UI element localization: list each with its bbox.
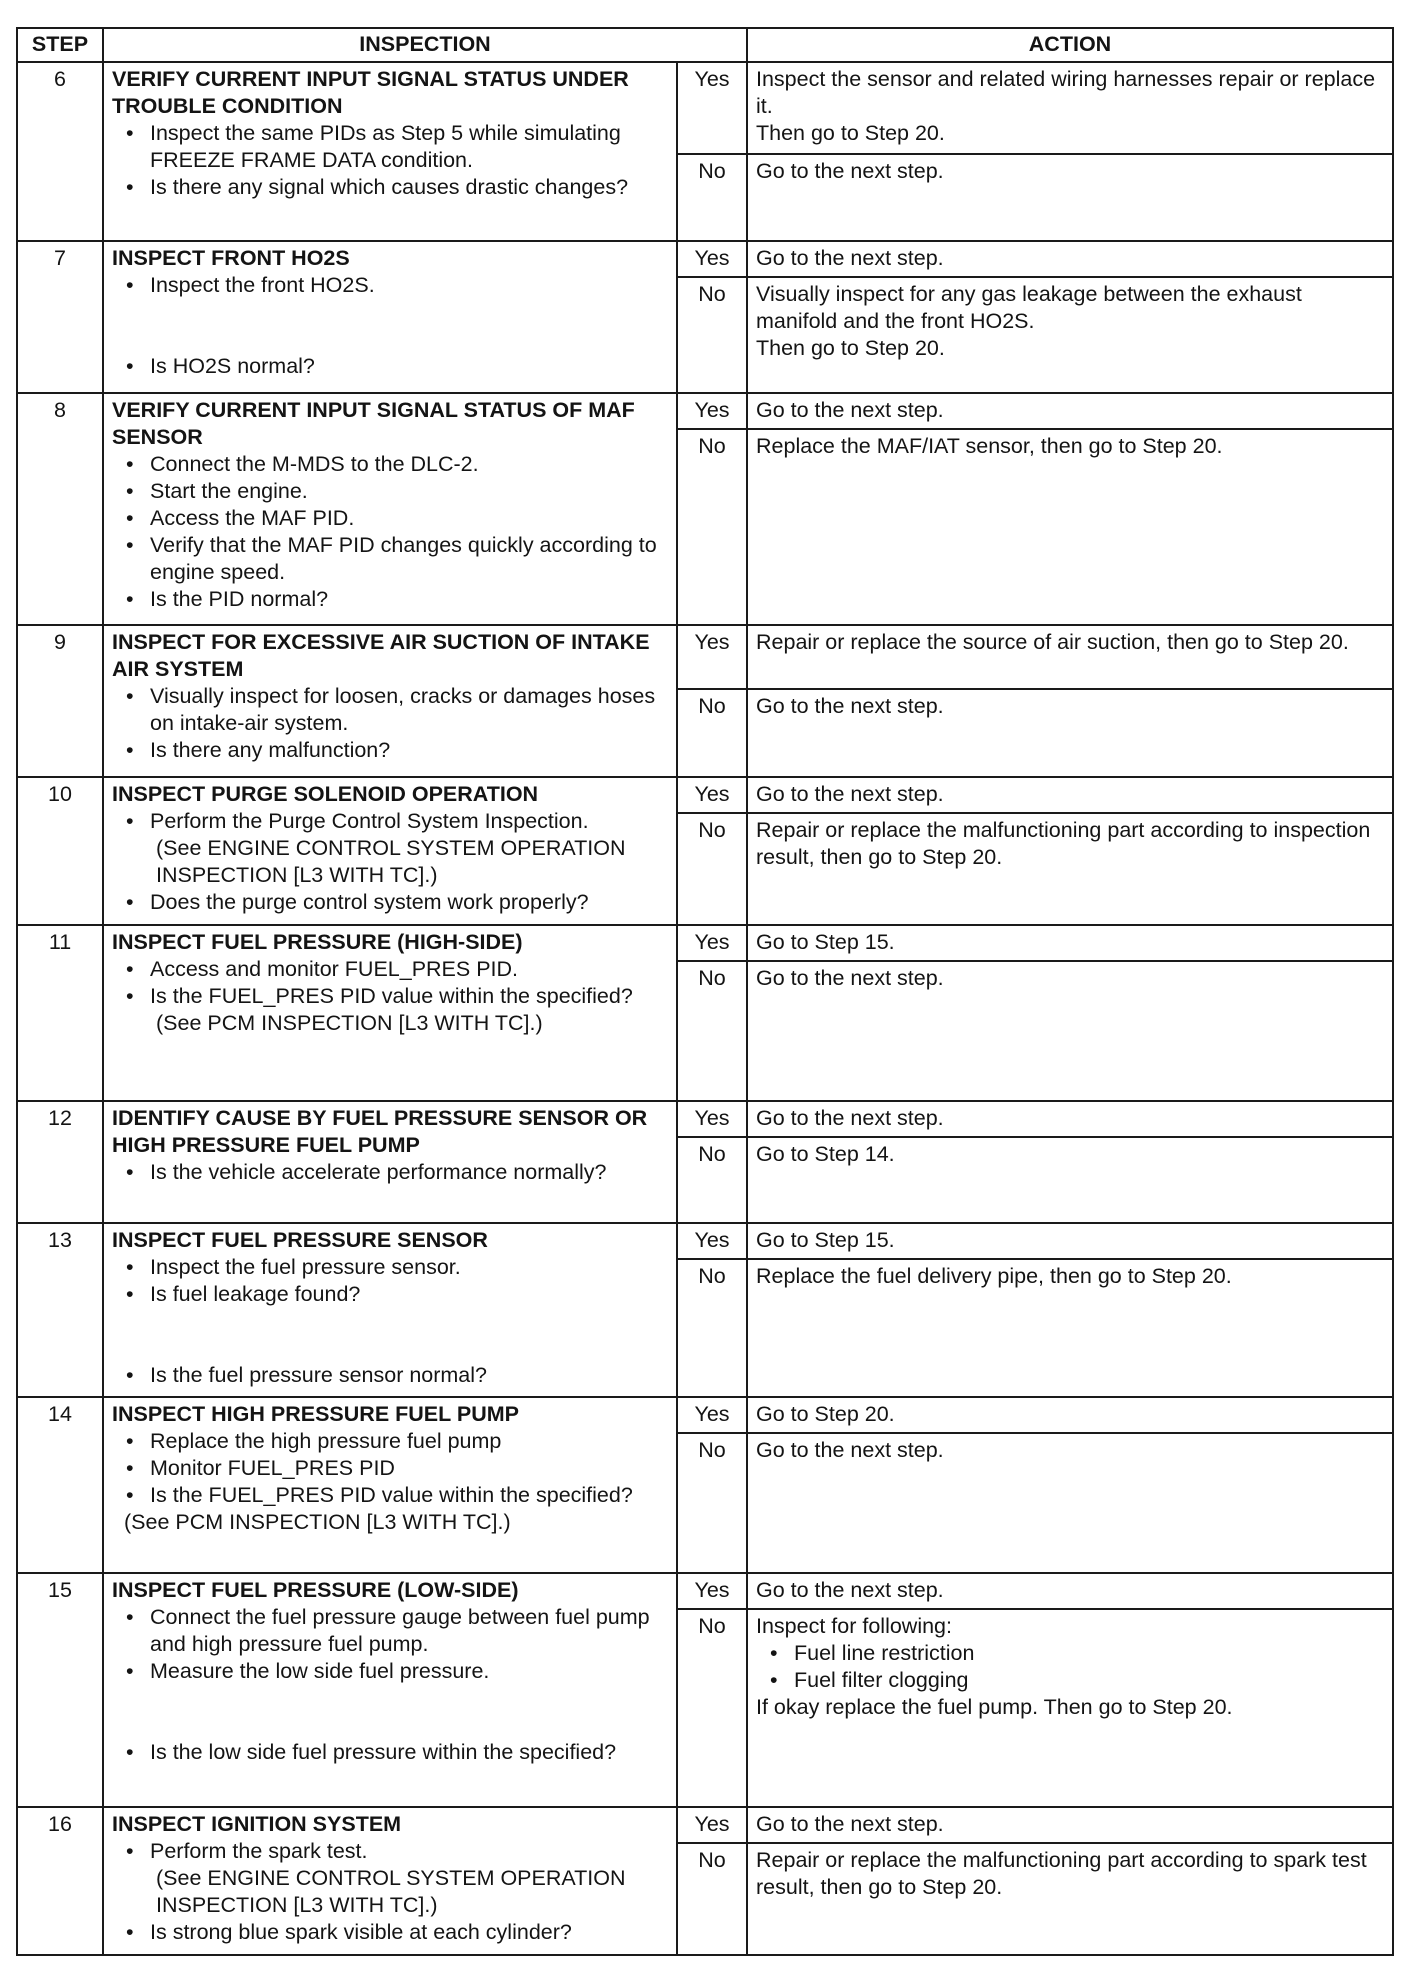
inspection-item-text: Is the PID normal?: [150, 587, 329, 611]
no-action-cell: [747, 429, 1393, 625]
list-item: • Replace the high pressure fuel pump: [126, 1429, 502, 1453]
list-item: • Inspect the same PIDs as Step 5 while simulating FREEZE FRAME DATA condition.: [126, 121, 621, 172]
inspection-title: INSPECT FUEL PRESSURE SENSOR: [112, 1228, 488, 1252]
inspection-item-text: Access and monitor FUEL_PRES PID.: [150, 957, 519, 981]
list-item: • Inspect the front HO2S.: [126, 273, 375, 297]
list-item: • Is strong blue spark visible at each cylinder?: [126, 1920, 572, 1944]
no-label: No: [677, 1609, 747, 1807]
action-text: Repair or replace the source of air suction, then go to Step 20.: [756, 630, 1349, 654]
yes-label: Yes: [677, 62, 747, 154]
table-row-yes: [17, 62, 1393, 154]
action-text: Go to the next step.: [756, 1438, 944, 1462]
yes-label: Yes: [677, 1223, 747, 1259]
inspection-list: [112, 683, 668, 764]
list-item: • Measure the low side fuel pressure.: [126, 1659, 490, 1683]
yes-action-cell: [747, 777, 1393, 813]
inspection-list: [112, 956, 668, 1037]
no-label: No: [677, 689, 747, 777]
inspection-list: [112, 451, 668, 613]
inspection-cell: [103, 241, 677, 393]
action-text: Replace the MAF/IAT sensor, then go to Step 20.: [756, 434, 1223, 458]
yes-action-cell: [747, 1573, 1393, 1609]
yes-action-cell: [747, 1807, 1393, 1843]
list-item: • Is the vehicle accelerate performance normally?: [126, 1160, 607, 1184]
action-text: Go to the next step.: [756, 1106, 944, 1130]
inspection-list: [112, 120, 668, 201]
action-text: Go to the next step.: [756, 782, 944, 806]
inspection-item-text: (See PCM INSPECTION [L3 WITH TC].): [156, 1011, 543, 1035]
inspection-item-text: Start the engine.: [150, 479, 308, 503]
list-item: • Visually inspect for loosen, cracks or damages hoses on intake-air system.: [126, 684, 656, 735]
action-text: Go to the next step.: [756, 398, 944, 422]
action-list: [756, 1640, 1384, 1694]
yes-label: Yes: [677, 1397, 747, 1433]
step-number: 15: [17, 1573, 103, 1807]
inspection-item-text: Connect the M-MDS to the DLC-2.: [150, 452, 479, 476]
inspection-title: INSPECT FUEL PRESSURE (HIGH-SIDE): [112, 930, 523, 954]
list-item: • Is there any malfunction?: [126, 738, 391, 762]
no-action-cell: [747, 1433, 1393, 1573]
list-item: • Is there any signal which causes drastic changes?: [126, 175, 629, 199]
list-item: • Is the fuel pressure sensor normal?: [126, 1363, 487, 1387]
step-number: 8: [17, 393, 103, 625]
step-row-group: [17, 1223, 1393, 1397]
inspection-item-text: (See PCM INSPECTION [L3 WITH TC].): [124, 1510, 511, 1534]
inspection-item-text: Visually inspect for loosen, cracks or damages hoses on intake-air system.: [150, 684, 656, 735]
action-text: Inspect for following:: [756, 1614, 952, 1638]
list-item: • Fuel filter clogging: [770, 1668, 969, 1692]
table-row-yes: [17, 1101, 1393, 1137]
action-text: Inspect the sensor and related wiring harnesses repair or replace it.: [756, 67, 1376, 118]
no-label: No: [677, 1433, 747, 1573]
list-item: • Verify that the MAF PID changes quickly according to engine speed.: [126, 533, 657, 584]
inspection-cell: [103, 1573, 677, 1807]
inspection-list: [112, 1254, 668, 1389]
step-number: 10: [17, 777, 103, 925]
no-label: No: [677, 961, 747, 1101]
no-action-cell: [747, 277, 1393, 393]
yes-action-cell: [747, 1223, 1393, 1259]
no-action-cell: [747, 689, 1393, 777]
inspection-title: INSPECT PURGE SOLENOID OPERATION: [112, 782, 539, 806]
step-row-group: [17, 1573, 1393, 1807]
action-text: Repair or replace the malfunctioning part according to inspection result, then go to Step 20.: [756, 818, 1371, 869]
step-number: 16: [17, 1807, 103, 1955]
inspection-title: INSPECT FUEL PRESSURE (LOW-SIDE): [112, 1578, 519, 1602]
step-number: 7: [17, 241, 103, 393]
inspection-item-text: (See ENGINE CONTROL SYSTEM OPERATION INSPECTION [L3 WITH TC].): [156, 1866, 626, 1917]
list-item: • Monitor FUEL_PRES PID: [126, 1456, 395, 1480]
inspection-cell: [103, 1223, 677, 1397]
list-item: [112, 1865, 668, 1919]
inspection-title: INSPECT IGNITION SYSTEM: [112, 1812, 402, 1836]
inspection-item-text: Inspect the same PIDs as Step 5 while simulating FREEZE FRAME DATA condition.: [150, 121, 621, 172]
action-text: Go to Step 15.: [756, 1228, 895, 1252]
list-item: • Is fuel leakage found?: [126, 1282, 361, 1306]
list-item: • Access and monitor FUEL_PRES PID.: [126, 957, 519, 981]
step-row-group: [17, 1101, 1393, 1223]
step-row-group: [17, 925, 1393, 1101]
action-text: Go to the next step.: [756, 1812, 944, 1836]
list-item: [112, 1509, 668, 1536]
table-row-yes: [17, 625, 1393, 689]
yes-label: Yes: [677, 1573, 747, 1609]
no-label: No: [677, 154, 747, 241]
action-item-text: Fuel filter clogging: [794, 1668, 969, 1692]
table-row-yes: [17, 241, 1393, 277]
action-text: Go to the next step.: [756, 1578, 944, 1602]
inspection-item-text: Is the low side fuel pressure within the specified?: [150, 1740, 617, 1764]
inspection-cell: [103, 925, 677, 1101]
yes-label: Yes: [677, 1101, 747, 1137]
yes-label: Yes: [677, 625, 747, 689]
inspection-item-text: Monitor FUEL_PRES PID: [150, 1456, 395, 1480]
list-item: • Inspect the fuel pressure sensor.: [126, 1255, 461, 1279]
inspection-item-text: Verify that the MAF PID changes quickly according to engine speed.: [150, 533, 657, 584]
action-text: Go to Step 20.: [756, 1402, 895, 1426]
no-label: No: [677, 429, 747, 625]
no-label: No: [677, 1137, 747, 1223]
list-item: • Does the purge control system work properly?: [126, 890, 589, 914]
action-text: Go to the next step.: [756, 246, 944, 270]
yes-action-cell: [747, 1101, 1393, 1137]
inspection-title: INSPECT FOR EXCESSIVE AIR SUCTION OF INTAKE AIR SYSTEM: [112, 630, 650, 681]
inspection-cell: [103, 1101, 677, 1223]
list-item: • Fuel line restriction: [770, 1641, 975, 1665]
step-row-group: [17, 1397, 1393, 1573]
yes-label: Yes: [677, 777, 747, 813]
action-column-header: ACTION: [747, 28, 1393, 62]
diagnostic-procedure-page: [16, 27, 1392, 1956]
yes-label: Yes: [677, 1807, 747, 1843]
inspection-item-text: Is the fuel pressure sensor normal?: [150, 1363, 487, 1387]
yes-action-cell: [747, 625, 1393, 689]
inspection-list: [112, 808, 668, 916]
step-number: 13: [17, 1223, 103, 1397]
no-label: No: [677, 1843, 747, 1955]
action-text: Go to Step 14.: [756, 1142, 895, 1166]
step-row-group: [17, 241, 1393, 393]
yes-action-cell: [747, 241, 1393, 277]
no-action-cell: [747, 1609, 1393, 1807]
inspection-title: IDENTIFY CAUSE BY FUEL PRESSURE SENSOR OR HIGH PRESSURE FUEL PUMP: [112, 1106, 648, 1157]
no-label: No: [677, 813, 747, 925]
step-number: 9: [17, 625, 103, 777]
action-text: Repair or replace the malfunctioning part according to spark test result, then go to Step 20.: [756, 1848, 1367, 1899]
inspection-cell: [103, 62, 677, 241]
action-item-text: Fuel line restriction: [794, 1641, 975, 1665]
action-text: Then go to Step 20.: [756, 121, 945, 145]
yes-label: Yes: [677, 241, 747, 277]
step-row-group: [17, 625, 1393, 777]
inspection-list: [112, 272, 668, 380]
no-action-cell: [747, 1843, 1393, 1955]
inspection-item-text: Is the FUEL_PRES PID value within the specified?: [150, 984, 633, 1008]
inspection-item-text: Connect the fuel pressure gauge between fuel pump and high pressure fuel pump.: [150, 1605, 650, 1656]
no-action-cell: [747, 1137, 1393, 1223]
list-item: • Connect the M-MDS to the DLC-2.: [126, 452, 479, 476]
inspection-cell: [103, 777, 677, 925]
no-action-cell: [747, 1259, 1393, 1397]
list-item: • Perform the Purge Control System Inspection.: [126, 809, 589, 833]
step-number: 12: [17, 1101, 103, 1223]
inspection-title: VERIFY CURRENT INPUT SIGNAL STATUS UNDER TROUBLE CONDITION: [112, 67, 629, 118]
inspection-cell: [103, 393, 677, 625]
inspection-item-text: Is HO2S normal?: [150, 354, 315, 378]
inspection-list: [112, 1159, 668, 1186]
list-item: • Start the engine.: [126, 479, 308, 503]
table-row-yes: [17, 1573, 1393, 1609]
inspection-cell: [103, 625, 677, 777]
inspection-cell: [103, 1397, 677, 1573]
list-item: • Is the low side fuel pressure within the specified?: [126, 1740, 617, 1764]
list-item: • Access the MAF PID.: [126, 506, 355, 530]
inspection-list: [112, 1428, 668, 1536]
inspection-item-text: Is there any signal which causes drastic changes?: [150, 175, 629, 199]
inspection-item-text: Perform the Purge Control System Inspection.: [150, 809, 589, 833]
inspection-item-text: Does the purge control system work properly?: [150, 890, 589, 914]
diagnostic-table: [16, 27, 1394, 1956]
inspection-item-text: Access the MAF PID.: [150, 506, 355, 530]
inspection-list: [112, 1604, 668, 1766]
step-row-group: [17, 62, 1393, 241]
action-text: Then go to Step 20.: [756, 336, 945, 360]
inspection-item-text: Is the FUEL_PRES PID value within the specified?: [150, 1483, 633, 1507]
inspection-item-text: Measure the low side fuel pressure.: [150, 1659, 490, 1683]
action-text: Go to Step 15.: [756, 930, 895, 954]
inspection-item-text: Inspect the front HO2S.: [150, 273, 375, 297]
inspection-item-text: Is there any malfunction?: [150, 738, 391, 762]
list-item: • Is the FUEL_PRES PID value within the specified?: [126, 984, 633, 1008]
inspection-column-header: INSPECTION: [103, 28, 747, 62]
action-text: Go to the next step.: [756, 966, 944, 990]
action-text: If okay replace the fuel pump. Then go to Step 20.: [756, 1695, 1233, 1719]
table-row-yes: [17, 1397, 1393, 1433]
no-label: No: [677, 277, 747, 393]
inspection-title: INSPECT HIGH PRESSURE FUEL PUMP: [112, 1402, 519, 1426]
no-action-cell: [747, 813, 1393, 925]
action-text: Replace the fuel delivery pipe, then go to Step 20.: [756, 1264, 1232, 1288]
no-action-cell: [747, 154, 1393, 241]
inspection-item-text: Replace the high pressure fuel pump: [150, 1429, 502, 1453]
table-row-yes: [17, 393, 1393, 429]
inspection-item-text: Is strong blue spark visible at each cylinder?: [150, 1920, 572, 1944]
yes-action-cell: [747, 925, 1393, 961]
list-item: • Is the FUEL_PRES PID value within the specified?: [126, 1483, 633, 1507]
inspection-item-text: Is fuel leakage found?: [150, 1282, 361, 1306]
inspection-title: VERIFY CURRENT INPUT SIGNAL STATUS OF MAF SENSOR: [112, 398, 635, 449]
yes-label: Yes: [677, 925, 747, 961]
step-row-group: [17, 393, 1393, 625]
action-text: Go to the next step.: [756, 159, 944, 183]
yes-label: Yes: [677, 393, 747, 429]
table-header-row: [17, 28, 1393, 62]
step-row-group: [17, 1807, 1393, 1955]
step-row-group: [17, 777, 1393, 925]
list-item: • Connect the fuel pressure gauge between fuel pump and high pressure fuel pump.: [126, 1605, 650, 1656]
step-column-header: STEP: [17, 28, 103, 62]
inspection-item-text: Inspect the fuel pressure sensor.: [150, 1255, 461, 1279]
yes-action-cell: [747, 393, 1393, 429]
no-label: No: [677, 1259, 747, 1397]
yes-action-cell: [747, 1397, 1393, 1433]
list-item: [112, 835, 668, 889]
inspection-list: [112, 1838, 668, 1946]
inspection-item-text: Is the vehicle accelerate performance normally?: [150, 1160, 607, 1184]
list-item: • Is HO2S normal?: [126, 354, 315, 378]
yes-action-cell: [747, 62, 1393, 154]
table-row-yes: [17, 1223, 1393, 1259]
inspection-item-text: (See ENGINE CONTROL SYSTEM OPERATION INSPECTION [L3 WITH TC].): [156, 836, 626, 887]
list-item: [112, 1010, 668, 1037]
list-item: • Perform the spark test.: [126, 1839, 368, 1863]
step-number: 11: [17, 925, 103, 1101]
table-row-yes: [17, 925, 1393, 961]
list-item: • Is the PID normal?: [126, 587, 329, 611]
action-text: Visually inspect for any gas leakage between the exhaust manifold and the front HO2S.: [756, 282, 1302, 333]
action-text: Go to the next step.: [756, 694, 944, 718]
inspection-cell: [103, 1807, 677, 1955]
table-row-yes: [17, 1807, 1393, 1843]
table-row-yes: [17, 777, 1393, 813]
step-number: 6: [17, 62, 103, 241]
no-action-cell: [747, 961, 1393, 1101]
inspection-title: INSPECT FRONT HO2S: [112, 246, 350, 270]
step-number: 14: [17, 1397, 103, 1573]
inspection-item-text: Perform the spark test.: [150, 1839, 368, 1863]
